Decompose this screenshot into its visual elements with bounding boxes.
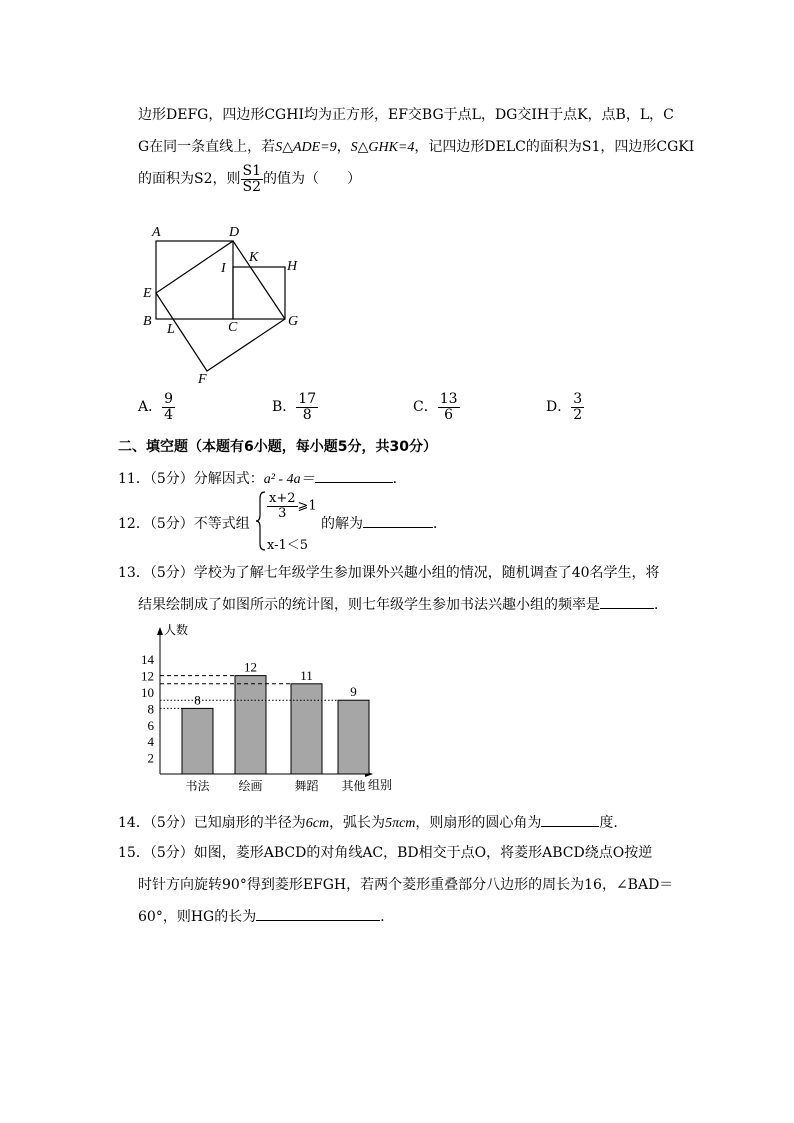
point-label: K <box>249 250 259 265</box>
q11-expr: a² - 4a＝ <box>263 472 315 487</box>
q12-ineq2: x-1＜5 <box>267 538 309 553</box>
point-label: G <box>288 314 299 329</box>
q12-brace <box>255 490 267 552</box>
q12-suffix-a: 的解为 <box>321 516 363 532</box>
option-a <box>138 392 175 422</box>
square-cghi <box>233 267 285 319</box>
q14-text-c: ，则扇形的圆心角为 <box>415 815 542 831</box>
q11 <box>118 468 407 488</box>
q10-sade: S△ADE=9 <box>275 140 337 155</box>
square-abcd <box>156 241 233 319</box>
q12-prefix: 12．（5分）不等式组 <box>118 516 250 532</box>
option-d <box>546 392 584 422</box>
q10-line3 <box>138 164 361 194</box>
q14-arc: 5πcm <box>385 816 416 831</box>
category-label: 绘画 <box>238 779 263 793</box>
point-label: A <box>152 225 161 240</box>
y-tick-label: 2 <box>147 750 154 766</box>
point-label: E <box>143 286 152 301</box>
q10-frac-num: S1 <box>242 163 261 179</box>
y-tick-label: 14 <box>141 652 154 668</box>
option-den: 8 <box>302 406 312 423</box>
q14-answer-blank[interactable] <box>541 812 599 827</box>
q10-line1: 边形DEFG，四边形CGHI均为正方形，EF交BG于点L，DG交IH于点K，点B，L，C <box>138 107 674 123</box>
q14-text-a: 14．（5分）已知扇形的半径为 <box>118 815 306 831</box>
option-num: 17 <box>298 391 317 407</box>
q12-answer-blank[interactable] <box>363 513 433 528</box>
category-label: 其他 <box>341 779 366 793</box>
category-label: 书法 <box>185 779 210 793</box>
point-label: B <box>143 314 152 329</box>
point-label: L <box>167 322 175 337</box>
q12-ineq1 <box>267 492 317 520</box>
q15-line3a: 60°，则HG的长为 <box>138 909 257 925</box>
q14-radius: 6cm <box>305 816 330 831</box>
q13-line2 <box>138 594 668 614</box>
q14-text-d: 度． <box>599 815 628 831</box>
option-den: 6 <box>444 406 454 423</box>
point-label: D <box>229 225 240 240</box>
q12-tail <box>321 513 447 533</box>
category-label: 舞蹈 <box>294 779 319 793</box>
option-num: 9 <box>164 391 174 407</box>
option-label: C． <box>413 399 438 416</box>
option-den: 2 <box>573 406 583 423</box>
point-label: C <box>228 320 238 335</box>
y-tick-label: 4 <box>147 734 154 750</box>
q11-suffix: ． <box>392 471 407 487</box>
point-label: F <box>198 372 207 387</box>
option-label: B． <box>272 399 297 416</box>
q13-line2-end: ． <box>654 597 668 613</box>
y-tick-label: 10 <box>141 685 154 700</box>
q10-line3b: 的值为（ ） <box>263 171 361 188</box>
q15-line1: 15．（5分）如图，菱形ABCD的对角线AC，BD相交于点O，将菱形ABCD绕点O按逆 <box>118 845 653 861</box>
q11-answer-blank[interactable] <box>315 468 393 483</box>
data-label: 11 <box>300 667 313 683</box>
option-c <box>413 392 460 422</box>
q15-line3b: ． <box>380 909 395 925</box>
y-tick-label: 8 <box>147 701 154 717</box>
y-tick-label: 12 <box>141 668 154 684</box>
q15-answer-blank[interactable] <box>256 906 380 921</box>
q10-frac-den: S2 <box>242 178 261 195</box>
bar <box>338 700 369 774</box>
option-num: 3 <box>573 391 583 407</box>
q12-ineq1-num: x+2 <box>269 491 296 506</box>
option-label: D． <box>546 399 572 416</box>
data-label: 12 <box>244 659 257 675</box>
q12-suffix-b: ． <box>433 516 447 532</box>
point-label: I <box>221 261 226 276</box>
bar <box>291 684 322 774</box>
q15-line2: 时针方向旋转90°得到菱形EFGH，若两个菱形重叠部分八边形的周长为16，∠BAD＝ <box>138 877 674 893</box>
y-axis-label: 人数 <box>164 623 189 637</box>
q12-ineq1-den: 3 <box>278 505 287 521</box>
bar <box>235 676 266 774</box>
data-label: 9 <box>350 684 357 700</box>
q10-geometry-figure <box>130 220 320 390</box>
q12 <box>118 513 250 533</box>
section-heading: 二、填空题（本题有6小题，每小题5分，共30分） <box>118 439 437 455</box>
point-label: H <box>287 259 298 274</box>
y-tick-label: 6 <box>147 717 154 733</box>
q10-fraction <box>241 164 264 194</box>
option-num: 13 <box>439 391 458 407</box>
q14 <box>118 812 627 832</box>
option-den: 4 <box>164 406 174 423</box>
q13-line2-text: 结果绘制成了如图所示的统计图，则七年级学生参加书法兴趣小组的频率是 <box>138 597 600 613</box>
q10-line2b: 记四边形DELC的面积为S1，四边形CGKI <box>428 139 695 155</box>
q12-ineq1-rel: ⩾1 <box>297 498 317 514</box>
q13-answer-blank[interactable] <box>600 594 654 609</box>
q10-line2a: G在同一条直线上，若 <box>138 139 276 155</box>
option-b <box>272 392 318 422</box>
q13-bar-chart <box>130 620 400 798</box>
q10-sghk: S△GHK=4 <box>350 140 415 155</box>
x-axis-label: 组别 <box>368 778 393 792</box>
option-label: A． <box>138 399 163 416</box>
bar <box>182 708 213 774</box>
data-label: 8 <box>194 692 201 708</box>
q14-text-b: ，弧长为 <box>329 815 386 831</box>
q11-prefix: 11．（5分）分解因式： <box>118 471 264 487</box>
q10-line3a: 的面积为S2，则 <box>138 171 241 188</box>
q10-line2: G在同一条直线上，若S△ADE=9，S△GHK=4，记四边形DELC的面积为S1，四边形CGKI <box>138 139 695 155</box>
q13-line1: 13．（5分）学校为了解七年级学生参加课外兴趣小组的情况，随机调查了40名学生，将 <box>118 565 660 581</box>
q15-line3 <box>138 906 394 926</box>
